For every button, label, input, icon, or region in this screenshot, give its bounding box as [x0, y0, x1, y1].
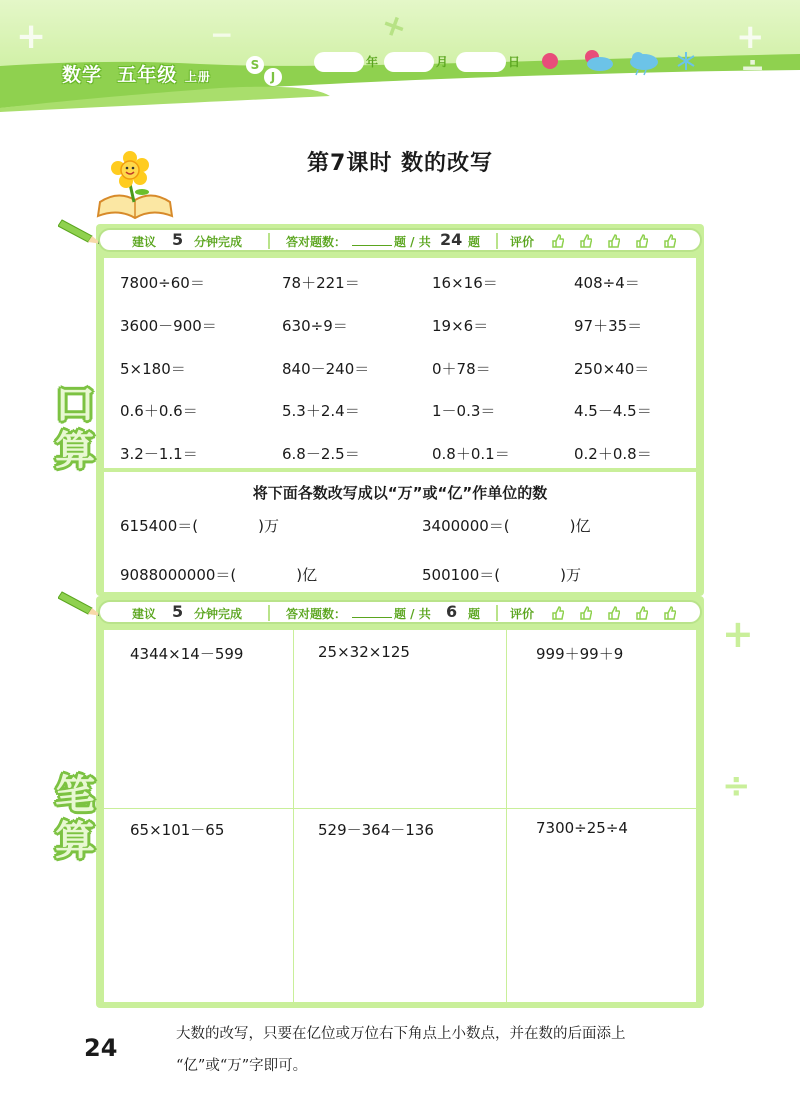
snowflake-icon	[678, 52, 694, 70]
tip-line-1: 大数的改写，只要在亿位或万位右下角点上小数点，并在数的后面添上	[176, 1026, 626, 1042]
grid-divider	[293, 630, 294, 1002]
total-count: 24	[440, 230, 463, 249]
svg-text:+: +	[16, 16, 47, 57]
thumbs-up-icon[interactable]	[552, 234, 564, 248]
year-field[interactable]	[314, 52, 364, 72]
written-info-bar	[98, 600, 702, 624]
thumbs-up-icon[interactable]	[636, 234, 648, 248]
minutes-suffix: 分钟完成	[194, 607, 243, 621]
conversion-instructions: 将下面各数改写成以“万”或“亿”作单位的数	[252, 484, 548, 502]
divider	[268, 233, 270, 249]
weather-icons	[536, 48, 706, 76]
written-problem: 4344×14－599	[130, 645, 244, 663]
oral-problem: 78＋221＝	[282, 274, 360, 292]
side-label-kou: 口	[55, 382, 95, 428]
pencil-icon	[58, 586, 104, 620]
page-title: 第7课时 数的改写	[307, 151, 493, 176]
side-label-suan: 算	[55, 818, 95, 864]
day-field[interactable]	[456, 52, 506, 72]
correct-count-blank[interactable]	[352, 245, 392, 246]
thumbs-up-icon[interactable]	[608, 234, 620, 248]
tip-line-2: “亿”或“万”字即可。	[176, 1058, 308, 1074]
cloud-icon	[630, 52, 658, 70]
correct-count-blank[interactable]	[352, 617, 392, 618]
sun-icon	[542, 53, 558, 69]
thumbs-up-icon[interactable]	[636, 606, 648, 620]
oral-problem: 3600－900＝	[120, 317, 217, 335]
total-suffix: 题	[468, 607, 481, 621]
grid-divider	[506, 630, 507, 1002]
badge-s: S	[246, 56, 264, 74]
written-problem: 7300÷25÷4	[536, 819, 628, 837]
svg-text:+: +	[736, 17, 765, 57]
oral-problem: 840－240＝	[282, 360, 370, 378]
suggest-minutes: 5	[172, 230, 184, 249]
divider	[496, 605, 498, 621]
divider	[268, 605, 270, 621]
oral-problem: 0＋78＝	[432, 360, 491, 378]
oral-problem: 6.8－2.5＝	[282, 445, 360, 463]
oral-problem: 1－0.3＝	[432, 402, 496, 420]
conversion-problem[interactable]: 615400＝( )万	[120, 517, 279, 535]
total-suffix: 题	[468, 235, 481, 249]
total-count: 6	[446, 602, 458, 621]
conversion-problem[interactable]: 9088000000＝( )亿	[120, 566, 318, 584]
divider	[496, 233, 498, 249]
thumbs-up-icon[interactable]	[580, 606, 592, 620]
header-subject	[62, 60, 211, 87]
svg-text:+: +	[376, 5, 412, 48]
total-prefix: 题 / 共	[394, 235, 431, 249]
correct-count-label: 答对题数：	[286, 607, 347, 621]
month-label: 月	[436, 55, 449, 69]
thumbs-up-icon[interactable]	[552, 606, 564, 620]
oral-problem: 0.2＋0.8＝	[574, 445, 652, 463]
plus-decoration: +	[722, 612, 754, 656]
oral-problem: 3.2－1.1＝	[120, 445, 198, 463]
flower-book-illustration	[94, 150, 176, 224]
volume-label: 上册	[184, 70, 211, 84]
subject-label: 数学	[62, 64, 103, 86]
written-problem: 65×101－65	[130, 821, 225, 839]
conversion-problem[interactable]: 3400000＝( )亿	[422, 517, 591, 535]
suggest-label: 建议	[132, 607, 157, 621]
oral-problem: 250×40＝	[574, 360, 650, 378]
oral-problem: 7800÷60＝	[120, 274, 205, 292]
side-label-bi: 笔	[55, 772, 95, 818]
oral-problem: 97＋35＝	[574, 317, 643, 335]
rating-label: 评价	[510, 235, 535, 249]
sun-cloud-icon	[585, 50, 613, 71]
written-grid-area	[104, 630, 696, 1002]
rating-label: 评价	[510, 607, 535, 621]
thumbs-up-icon[interactable]	[580, 234, 592, 248]
oral-problem: 5×180＝	[120, 360, 186, 378]
written-problem: 25×32×125	[318, 643, 410, 661]
oral-problem: 4.5－4.5＝	[574, 402, 652, 420]
thumbs-up-icon[interactable]	[608, 606, 620, 620]
written-problem: 529－364－136	[318, 821, 434, 839]
suggest-minutes: 5	[172, 602, 184, 621]
oral-problem: 0.6＋0.6＝	[120, 402, 198, 420]
year-label: 年	[366, 55, 379, 69]
written-problem: 999＋99＋9	[536, 645, 624, 663]
side-label-suan: 算	[55, 428, 95, 474]
oral-problem: 5.3＋2.4＝	[282, 402, 360, 420]
oral-problem: 630÷9＝	[282, 317, 348, 335]
badge-j: J	[264, 68, 282, 86]
pencil-icon	[58, 214, 104, 248]
day-label: 日	[508, 55, 521, 69]
divide-decoration: ÷	[722, 766, 751, 806]
oral-problem: 0.8＋0.1＝	[432, 445, 510, 463]
thumbs-up-icon[interactable]	[664, 606, 676, 620]
total-prefix: 题 / 共	[394, 607, 431, 621]
conversion-problem[interactable]: 500100＝( )万	[422, 566, 581, 584]
minutes-suffix: 分钟完成	[194, 235, 243, 249]
rain-icon	[636, 70, 646, 75]
svg-text:÷: ÷	[740, 51, 766, 86]
oral-problem: 16×16＝	[432, 274, 498, 292]
svg-text:−: −	[210, 18, 234, 51]
page-number: 24	[84, 1034, 118, 1062]
suggest-label: 建议	[132, 235, 157, 249]
correct-count-label: 答对题数：	[286, 235, 347, 249]
oral-problem: 19×6＝	[432, 317, 489, 335]
oral-info-bar	[98, 228, 702, 252]
grid-divider	[104, 808, 696, 809]
oral-problem: 408÷4＝	[574, 274, 640, 292]
month-field[interactable]	[384, 52, 434, 72]
thumbs-up-icon[interactable]	[664, 234, 676, 248]
grade-label: 五年级	[117, 64, 178, 86]
